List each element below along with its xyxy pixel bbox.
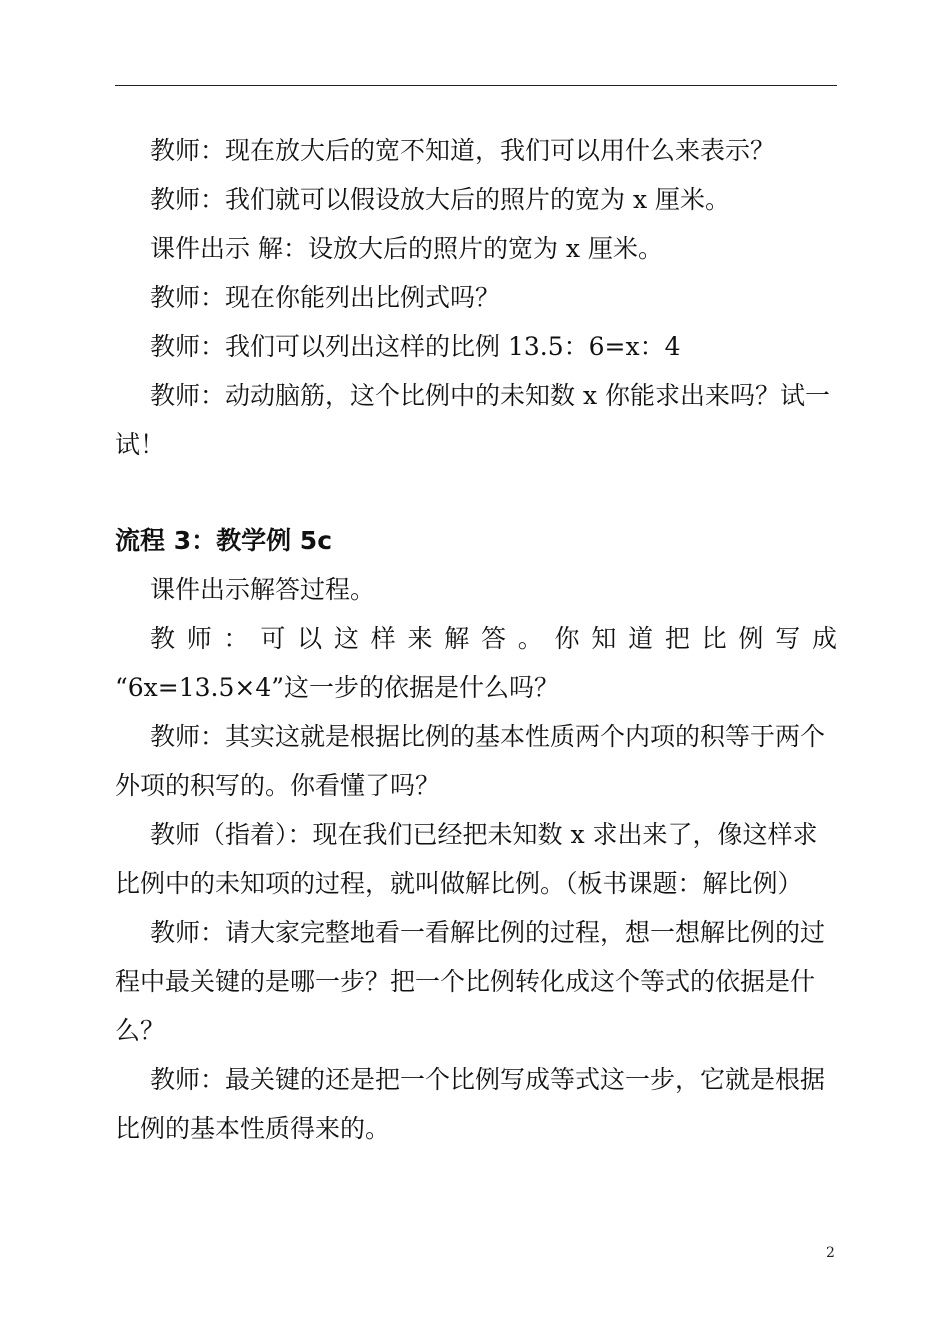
paragraph: 教师：最关键的还是把一个比例写成等式这一步，它就是根据比例的基本性质得来的。 [115, 1065, 826, 1143]
page-number: 2 [826, 1245, 835, 1261]
paragraph: 课件出示 解：设放大后的照片的宽为 x 厘米。 [150, 234, 663, 263]
paragraph: 课件出示解答过程。 [150, 575, 376, 604]
paragraph: 教师：现在放大后的宽不知道，我们可以用什么来表示？ [150, 136, 776, 165]
header-rule [115, 85, 837, 86]
paragraph: 教师：可以这样来解答。你知道把比例写成 [150, 624, 837, 653]
paragraph: 教师：我们就可以假设放大后的照片的宽为 x 厘米。 [150, 185, 730, 214]
section-heading: 流程 3：教学例 5c [115, 526, 333, 555]
paragraph: 教师：动动脑筋，这个比例中的未知数 x 你能求出来吗？试一试！ [115, 381, 830, 459]
paragraph: 教师：其实这就是根据比例的基本性质两个内项的积等于两个外项的积写的。你看懂了吗？ [115, 722, 826, 800]
paragraph: “6x=13.5×4”这一步的依据是什么吗？ [115, 673, 560, 702]
paragraph: 教师：请大家完整地看一看解比例的过程，想一想解比例的过程中最关键的是哪一步？把一个比例转化成这个等式的依据是什么？ [115, 918, 826, 1045]
document-body [115, 126, 837, 1153]
paragraph: 教师（指着）：现在我们已经把未知数 x 求出来了，像这样求比例中的未知项的过程，就叫做解比例。（板书课题：解比例） [115, 820, 818, 898]
paragraph: 教师：我们可以列出这样的比例 13.5：6=x：4 [150, 332, 681, 361]
paragraph: 教师：现在你能列出比例式吗？ [150, 283, 501, 312]
